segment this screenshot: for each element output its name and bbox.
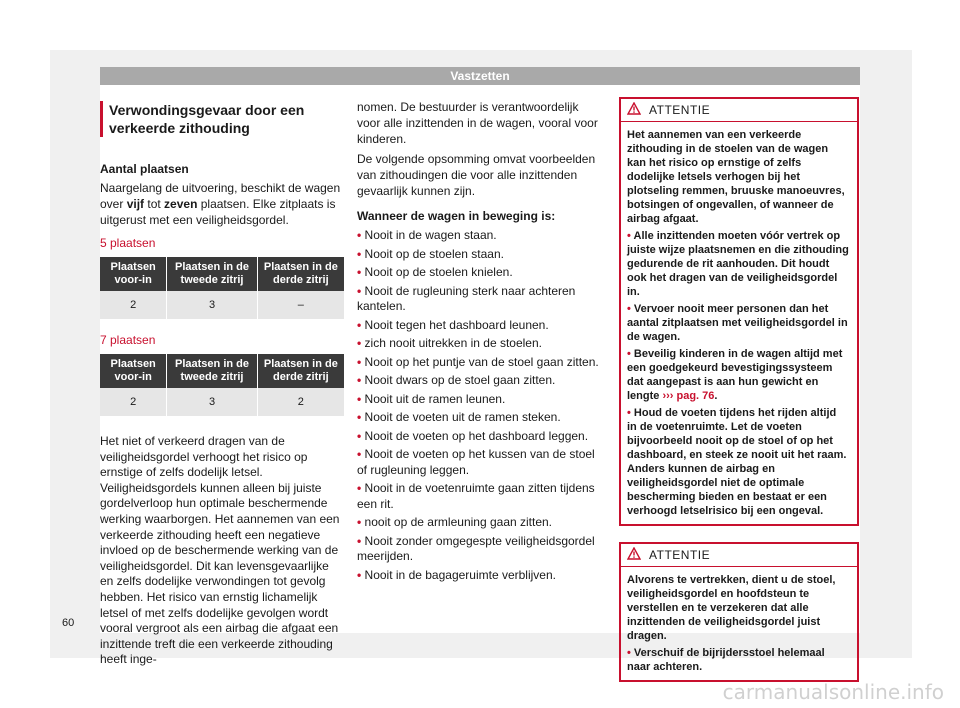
bullet-icon: •: [357, 567, 362, 582]
bullet-icon: •: [357, 336, 362, 350]
table-cell: 2: [257, 388, 344, 416]
bullet-list: [357, 228, 601, 583]
table-header: Plaatsen voor-in: [100, 257, 167, 291]
bullet-icon: •: [357, 515, 362, 529]
warning-body: [621, 121, 857, 524]
list-item: [357, 568, 601, 584]
warning-list: [627, 646, 849, 674]
table-header: Plaatsen in de tweede zitrij: [167, 354, 257, 388]
bullet-icon: •: [357, 317, 362, 332]
list-item-text: Nooit de voeten uit de ramen steken.: [364, 410, 561, 424]
list-item: [357, 247, 601, 263]
table-cell: 2: [100, 388, 167, 416]
bullet-icon: •: [357, 283, 362, 298]
subheading-seats: Aantal plaatsen: [100, 162, 189, 176]
bullet-icon: •: [357, 447, 362, 461]
section-header: Vastzetten: [100, 67, 860, 85]
warning-header: [621, 544, 857, 566]
table-5-label: 5 plaatsen: [100, 236, 156, 250]
list-item-text: Nooit op de stoelen knielen.: [364, 265, 513, 279]
list-item-text: Nooit in de voetenruimte gaan zitten tijdens een rit.: [357, 481, 595, 511]
paragraph-examples: De volgende opsomming omvat voorbeelden van zithoudingen die voor alle inzittenden gevaarlijk kunnen zijn.: [357, 152, 596, 198]
list-item: [357, 410, 601, 426]
bullet-icon: •: [627, 348, 631, 360]
list-item-text: Nooit op het puntje van de stoel gaan zitten.: [364, 354, 599, 369]
list-item-text: nooit op de armleuning gaan zitten.: [364, 515, 553, 529]
subheading-moving: Wanneer de wagen in beweging is:: [357, 209, 556, 223]
list-item: [357, 429, 601, 445]
bullet-icon: •: [357, 265, 362, 279]
list-item-text: Nooit in de wagen staan.: [364, 228, 497, 242]
bullet-icon: •: [627, 407, 631, 419]
section-title: Verwondingsgevaar door een verkeerde zithouding: [100, 101, 344, 137]
bullet-icon: •: [357, 533, 362, 548]
column-1: [100, 85, 344, 668]
table-header: Plaatsen in de derde zitrij: [257, 354, 344, 388]
table-cell: 3: [167, 388, 257, 416]
list-item: [357, 336, 601, 352]
list-item: [357, 265, 601, 281]
list-item-text: Nooit tegen het dashboard leunen.: [364, 317, 549, 332]
bullet-icon: •: [357, 410, 362, 424]
warning-body: [621, 566, 857, 680]
list-item-text: Nooit de rugleuning sterk naar achteren kantelen.: [357, 283, 576, 313]
bullet-icon: •: [627, 303, 631, 315]
seats-table-7: [100, 354, 344, 416]
seats-table-5: [100, 257, 344, 319]
intro-text-end: plaatsen. Elke zitplaats is uitgerust met een veiligheidsgordel.: [100, 197, 336, 227]
warning-item-text-end: .: [714, 390, 718, 402]
warning-title: ATTENTIE: [649, 548, 711, 562]
bullet-icon: •: [357, 391, 362, 406]
list-item: [357, 447, 601, 478]
warning-intro: Alvorens te vertrekken, dient u de stoel, veiligheidsgordel en hoofdsteun te verstellen en te verzekeren dat alle inzittenden de veiligheidsgordel juist dragen.: [627, 574, 836, 642]
bullet-icon: •: [357, 481, 362, 495]
column-3: [619, 85, 859, 682]
warning-intro: Het aannemen van een verkeerde zithouding in de stoelen van de wagen kan het risico op ernstige of zelfs dodelijke letsels verhogen bij het plotseling remmen, bruuske manoeuvres, botsingen of ongevallen, of wanneer de airbag afgaat.: [627, 129, 845, 225]
list-item: [357, 284, 601, 315]
table-header: Plaatsen voor-in: [100, 354, 167, 388]
warning-item: [627, 302, 849, 344]
warning-item-text: Houd de voeten tijdens het rijden altijd in de voetenruimte. Let de voeten bijvoorbeeld nooit op de stoel of op het dashboard, en steek ze nooit uit het raam. Anders kunnen de airbag en veiligheidsgordel niet de optimale bescherming bieden en bestaat er een verhoogd letselrisico bij een ongeval.: [627, 407, 847, 517]
list-item: [357, 515, 601, 531]
warning-item: [627, 406, 849, 518]
table-cell: 2: [100, 291, 167, 319]
warning-title: ATTENTIE: [649, 103, 711, 117]
page-number: 60: [62, 617, 75, 629]
table-cell: 3: [167, 291, 257, 319]
warning-triangle-icon: [627, 102, 641, 118]
warning-box-1: [619, 97, 859, 526]
list-item-text: Nooit zonder omgegespte veiligheidsgordel meerijden.: [357, 533, 595, 563]
bullet-icon: •: [627, 647, 631, 659]
warning-triangle-icon: [627, 547, 641, 563]
warning-item: [627, 229, 849, 299]
column-2: [357, 85, 601, 586]
table-header: Plaatsen in de derde zitrij: [257, 257, 344, 291]
paragraph-continued: nomen. De bestuurder is verantwoordelijk voor alle inzittenden in de wagen, vooral voor kinderen.: [357, 100, 598, 146]
list-item: [357, 318, 601, 334]
list-item: [357, 534, 601, 565]
list-item: [357, 355, 601, 371]
bullet-icon: •: [357, 428, 362, 443]
page-reference-link[interactable]: ››› pag. 76: [662, 390, 715, 402]
table-cell: –: [257, 291, 344, 319]
watermark: carmanualsonline.info: [722, 680, 944, 704]
list-item: [357, 228, 601, 244]
body-paragraph: Het niet of verkeerd dragen van de veiligheidsgordel verhoogt het risico op ernstige of zelfs dodelijk letsel. Veiligheidsgordels kunnen alleen bij juiste gordelverloop hun optimale beschermende werking waarborgen. Het aannemen van een verkeerde zithouding heeft een negatieve invloed op de beschermende werking van de veiligheidsgordel. Dit kan levensgevaarlijke en zelfs dodelijke verwondingen tot gevolg hebben. Het risico van ernstig lichamelijk letsel of met zelfs dodelijke gevolgen wordt vooral vergroot als een airbag die afgaat een inzittende treft die een verkeerde zithouding heeft inge-: [100, 434, 340, 667]
list-item-text: Nooit op de stoelen staan.: [364, 246, 504, 261]
intro-text-mid: tot: [144, 197, 165, 211]
warning-item-text: Vervoer nooit meer personen dan het aantal zitplaatsen met veiligheidsgordel in de wagen.: [627, 303, 848, 343]
warning-item: [627, 646, 849, 674]
intro-paragraph: [100, 180, 344, 228]
bullet-icon: •: [627, 230, 631, 242]
bullet-icon: •: [357, 228, 362, 242]
list-item-text: Nooit de voeten op het dashboard leggen.: [364, 428, 589, 443]
intro-bold-five: vijf: [126, 197, 145, 211]
warning-header: [621, 99, 857, 121]
table-header: Plaatsen in de tweede zitrij: [167, 257, 257, 291]
list-item: [357, 373, 601, 389]
bullet-icon: •: [357, 354, 362, 369]
warning-box-2: [619, 542, 859, 682]
warning-item-text: Beveilig kinderen in de wagen altijd met een goedgekeurd bevestigingssysteem dat aangepast is aan hun gewicht en lengte: [627, 348, 843, 402]
list-item-text: Nooit uit de ramen leunen.: [364, 391, 506, 406]
list-item-text: Nooit dwars op de stoel gaan zitten.: [364, 373, 556, 387]
list-item: [357, 392, 601, 408]
warning-item-text: Alle inzittenden moeten vóór vertrek op juiste wijze plaatsnemen en die zithouding gedurende de rit aanhouden. Dit houdt ook het dragen van de veiligheidsgordel in.: [627, 230, 849, 298]
warning-item-text: Verschuif de bijrijdersstoel helemaal naar achteren.: [627, 647, 825, 673]
warning-list: [627, 229, 849, 518]
manual-page: [100, 85, 860, 673]
bullet-icon: •: [357, 246, 362, 261]
intro-bold-seven: zeven: [164, 197, 198, 211]
list-item-text: Nooit in de bagageruimte verblijven.: [364, 567, 556, 582]
warning-item: [627, 347, 849, 403]
intro-text: Naargelang de uitvoering, beschikt de wagen over: [100, 181, 341, 211]
list-item: [357, 481, 601, 512]
list-item-text: Nooit de voeten op het kussen van de stoel of rugleuning leggen.: [357, 447, 595, 477]
list-item-text: zich nooit uitrekken in de stoelen.: [364, 336, 542, 350]
bullet-icon: •: [357, 373, 362, 387]
table-7-label: 7 plaatsen: [100, 333, 156, 347]
